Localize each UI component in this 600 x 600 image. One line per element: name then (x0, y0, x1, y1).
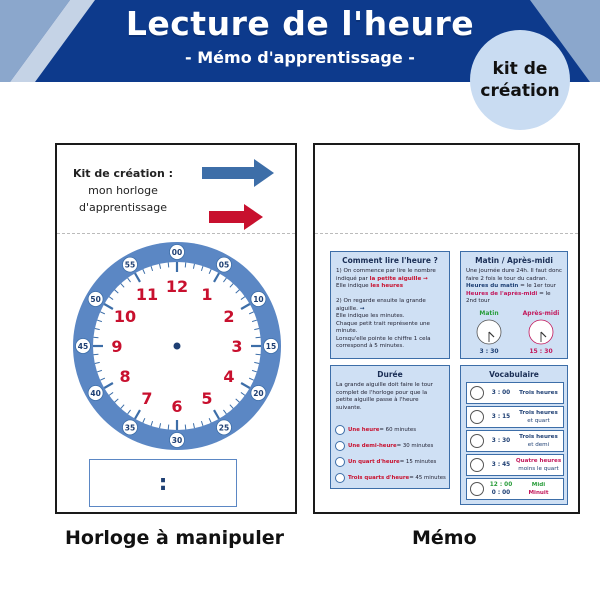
kit-line-2: d'apprentissage (78, 201, 168, 214)
label-matin: Matin (479, 310, 499, 317)
clock-tick (168, 425, 169, 430)
page-subtitle: - Mémo d'apprentissage - (185, 48, 415, 67)
label-apres-midi: Après-midi (522, 310, 560, 317)
duration-clock-icon (335, 441, 345, 451)
vocab-title: Vocabulaire (489, 370, 539, 379)
how-to-p1d: les heures (370, 283, 404, 289)
how-to-p1a: 1) On commence par lire le nombre indiqué par (336, 268, 436, 282)
vocab-word-main: Quatre heures (515, 458, 562, 464)
minute-label: 20 (253, 389, 264, 398)
duration-value: = 30 minutes (396, 443, 434, 449)
dashed-separator (57, 233, 295, 234)
dashed-separator-right (315, 233, 578, 234)
how-to-p2a: 2) On regarde ensuite la grande aiguille. (336, 298, 426, 312)
vocab-time-noon: 12 : 00 (489, 482, 513, 488)
duration-clock-icon (335, 425, 345, 435)
vocab-word (514, 433, 563, 449)
kit-title: Kit de création : (72, 167, 174, 180)
duration-item (335, 438, 449, 454)
arrows (199, 153, 279, 233)
vocab-word-noon: Midi (531, 482, 546, 488)
mini-clock-pm-icon (528, 319, 554, 345)
how-to-p2b: Elle indique les minutes. (336, 313, 405, 319)
clock-tick (93, 337, 98, 338)
clock-caption: Horloge à manipuler (65, 527, 284, 549)
slot-colon: : (158, 470, 168, 496)
badge-line-2: création (480, 81, 560, 101)
minute-label: 45 (77, 342, 89, 351)
vocab-clock-icon (470, 458, 484, 472)
badge-line-1: kit de (492, 59, 548, 79)
hour-label: 8 (119, 367, 131, 386)
kit-badge (470, 30, 570, 130)
am-pm-p2b: = le 1er tour (518, 283, 556, 289)
vocab-word-sub: et demi (527, 442, 550, 448)
vocab-time: 3 : 15 (491, 414, 511, 420)
clock-center-dot (174, 343, 181, 350)
hour-label: 7 (141, 388, 153, 408)
how-to-p1c: Elle indique (336, 283, 371, 289)
vocab-word (514, 457, 563, 473)
mini-clock-am-icon (476, 319, 502, 345)
kit-text (63, 165, 183, 216)
duration-item (335, 422, 449, 438)
hour-label: 9 (111, 337, 123, 356)
kit-line-1: mon horloge (88, 184, 158, 197)
duration-value: = 45 minutes (409, 475, 446, 481)
minute-label: 55 (124, 260, 136, 270)
vocab-word-main: Trois heures (519, 390, 558, 396)
hour-label: 1 (201, 285, 213, 305)
vocab-word-sub: moins le quart (518, 466, 559, 472)
how-to-p2c: Chaque petit trait représente une minute. (336, 320, 430, 334)
duration-clock-icon (335, 457, 345, 467)
memo-how-to (330, 251, 450, 359)
hour-label: 3 (231, 337, 243, 356)
duration-item (335, 454, 449, 470)
vocab-clock-icon (470, 482, 484, 496)
clock-face[interactable] (71, 240, 283, 452)
hour-label: 5 (201, 388, 213, 408)
duration-label: Une heure (348, 427, 380, 433)
vocab-clock-icon (470, 386, 484, 400)
memo-am-pm (460, 251, 568, 359)
how-to-title: Comment lire l'heure ? (342, 256, 438, 265)
vocab-clock-icon (470, 410, 484, 424)
hour-label: 4 (223, 367, 235, 386)
duration-value: = 60 minutes (379, 427, 417, 433)
vocab-word-main: Trois heures (519, 410, 558, 416)
duration-text: La grande aiguille doit faire le tour complet de l'horloge pour que la petite aiguille passe à l'heure suivante. (336, 382, 433, 411)
vocab-row (466, 406, 564, 428)
vocab-word-main: Trois heures (519, 434, 558, 440)
am-pm-title: Matin / Après-midi (475, 256, 553, 265)
clock-tick (185, 425, 186, 430)
duration-label: Un quart d'heure (348, 459, 400, 465)
hour-label: 2 (223, 307, 235, 326)
minute-label: 40 (90, 389, 101, 398)
am-pm-p3a: Heures de l'après-midi (466, 290, 538, 297)
vocab-word (514, 409, 563, 425)
time-slot[interactable] (89, 459, 237, 507)
duration-value: = 15 minutes (399, 459, 437, 465)
am-pm-p2a: Heures du matin (466, 283, 519, 289)
red-arrow-icon (209, 204, 263, 230)
vocab-word (514, 481, 563, 497)
clock-tick (185, 262, 186, 267)
vocab-row (466, 382, 564, 404)
minute-label: 05 (218, 260, 230, 270)
how-to-p2d: Lorsqu'elle pointe le chiffre 1 cela correspond à 5 minutes. (336, 335, 431, 349)
hour-label: 6 (171, 397, 183, 416)
vocab-time: 3 : 45 (491, 462, 511, 468)
red-arrow-small-icon: → (423, 275, 428, 282)
duration-label: Trois quarts d'heure (348, 475, 410, 481)
memo-caption: Mémo (412, 527, 477, 549)
blue-arrow-icon (202, 159, 274, 187)
am-pm-p3b: = le 2nd tour (466, 290, 551, 304)
vocab-time: 3 : 30 (491, 438, 511, 444)
minute-label: 35 (124, 423, 136, 433)
duration-list (335, 422, 449, 486)
page-title: Lecture de l'heure (125, 4, 475, 43)
vocab-time (488, 481, 514, 497)
vocab-row (466, 478, 564, 500)
time-pm: 15 : 30 (529, 348, 553, 355)
blue-arrow-small-icon: → (359, 305, 365, 312)
vocab-word-sub: et quart (527, 418, 550, 424)
memo-vocab (460, 365, 568, 505)
how-to-text (331, 265, 449, 351)
vocab-word (514, 389, 563, 397)
vocab-time-midnight: 0 : 00 (491, 490, 511, 496)
duration-title: Durée (377, 370, 403, 379)
memo-duration (330, 365, 450, 489)
vocab-clock-icon (470, 434, 484, 448)
clock-tick (256, 337, 261, 338)
am-pm-text (461, 265, 567, 306)
minute-label: 10 (253, 295, 264, 304)
clock-card (55, 143, 297, 514)
vocab-row (466, 430, 564, 452)
minute-label: 00 (171, 248, 183, 257)
vocab-word-midnight: Minuit (528, 490, 549, 496)
duration-item (335, 470, 449, 486)
hour-label: 11 (135, 285, 159, 305)
vocab-row (466, 454, 564, 476)
minute-label: 15 (265, 342, 277, 351)
minute-label: 50 (90, 295, 101, 304)
duration-clock-icon (335, 473, 345, 483)
hour-label: 10 (113, 307, 137, 326)
am-pm-p1: Une journée dure 24h. Il faut donc faire 2 fois le tour du cadran. (466, 268, 562, 282)
clock-tick (93, 354, 98, 355)
time-am: 3 : 30 (479, 348, 499, 355)
clock-tick (256, 354, 261, 355)
minute-label: 25 (218, 423, 230, 433)
hour-label: 12 (165, 277, 189, 296)
how-to-p1b: la petite aiguille (369, 275, 422, 282)
minute-label: 30 (171, 436, 183, 445)
clock-tick (168, 262, 169, 267)
vocab-time: 3 : 00 (491, 390, 511, 396)
memo-card (313, 143, 580, 514)
duration-label: Une demi-heure (348, 443, 397, 449)
